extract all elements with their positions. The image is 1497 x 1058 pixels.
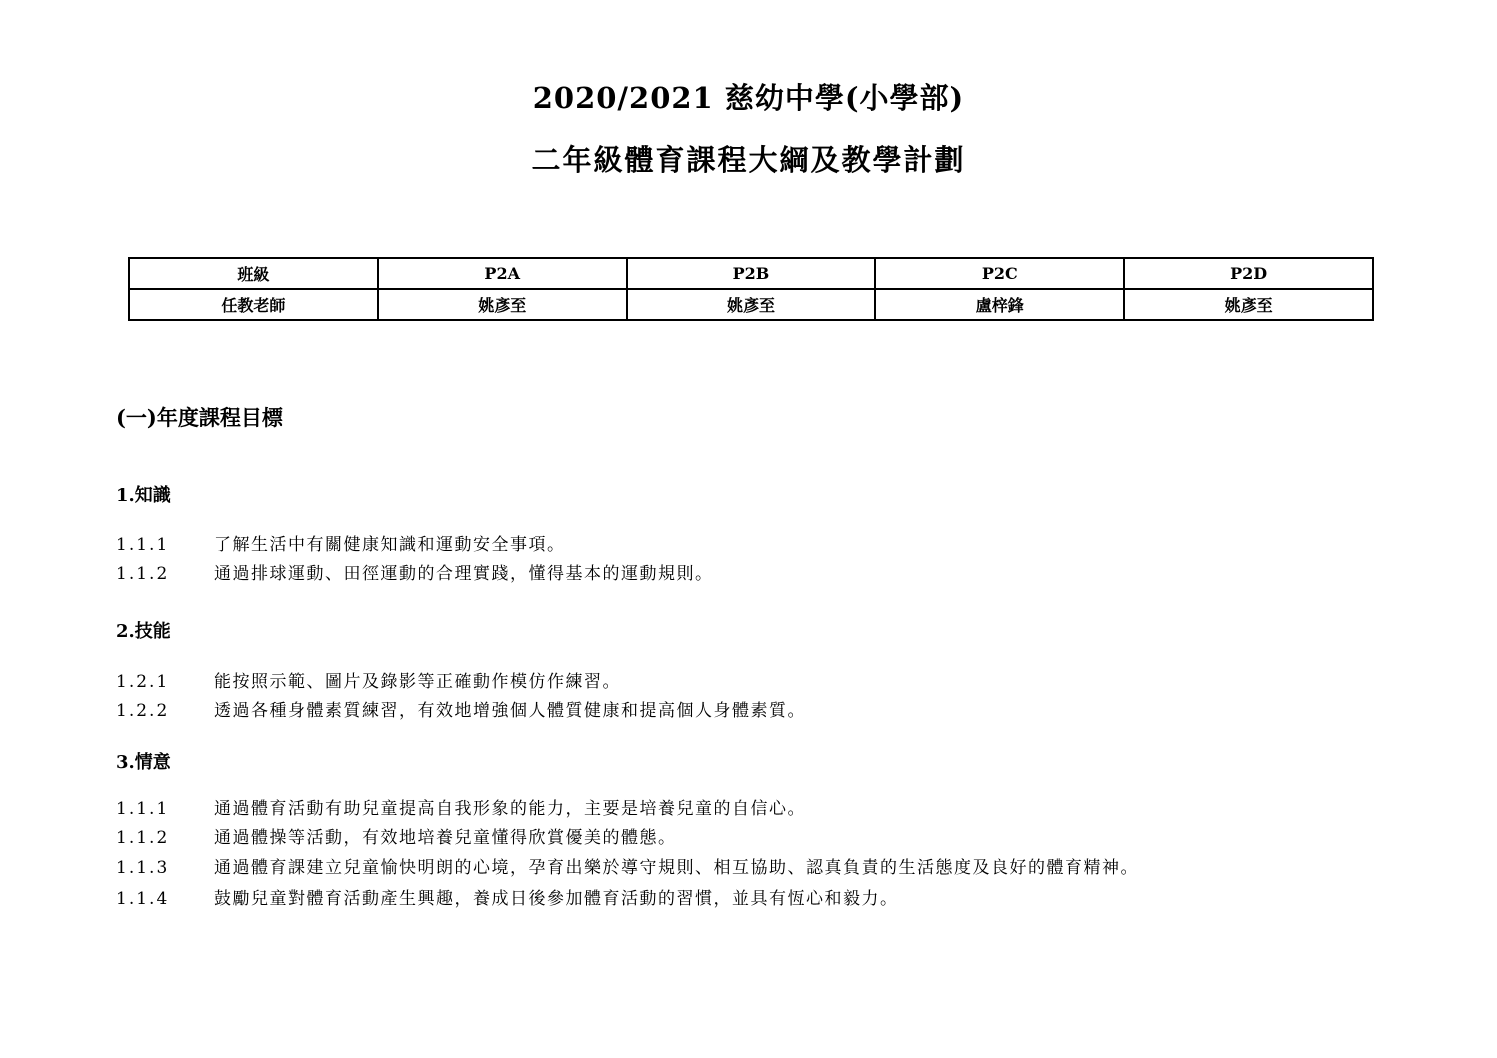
item-text: 了解生活中有關健康知識和運動安全事項。 [214,535,566,555]
teacher-cell: 盧梓鋒 [875,289,1124,320]
item-number: 1.2.1 [116,672,170,692]
list-item [116,534,566,556]
class-cell: P2D [1124,258,1373,289]
list-item [116,827,677,849]
item-text: 通過體育活動有助兒童提高自我形象的能力，主要是培養兒童的自信心。 [214,799,806,819]
teacher-cell: 姚彥至 [378,289,627,320]
teacher-cell: 姚彥至 [1124,289,1373,320]
list-item [116,888,899,910]
item-number: 1.1.2 [116,828,170,848]
item-number: 1.1.1 [116,535,170,555]
document-subtitle: 二年級體育課程大綱及教學計劃 [531,143,966,177]
section-heading-knowledge: 1.知識 [116,485,171,506]
list-item [116,857,1139,879]
row-header-class: 班級 [129,258,378,289]
item-number: 1.1.1 [116,799,170,819]
objectives-heading: (一)年度課程目標 [116,405,283,430]
teacher-cell: 姚彥至 [627,289,876,320]
table-row-teachers [129,289,1373,320]
item-text: 通過體操等活動，有效地培養兒童懂得欣賞優美的體態。 [214,828,677,848]
class-cell: P2C [875,258,1124,289]
item-text: 透過各種身體素質練習，有效地增強個人體質健康和提高個人身體素質。 [214,701,806,721]
list-item [116,798,806,820]
item-text: 通過體育課建立兒童愉快明朗的心境，孕育出樂於導守規則、相互協助、認真負責的生活態度及良好的體育精神。 [214,858,1139,878]
item-number: 1.1.4 [116,889,170,909]
document-title: 2020/2021 慈幼中學(小學部) [532,81,965,115]
item-text: 通過排球運動、田徑運動的合理實踐，懂得基本的運動規則。 [214,564,714,584]
item-number: 1.1.2 [116,564,170,584]
list-item [116,700,806,722]
class-cell: P2B [627,258,876,289]
section-heading-skills: 2.技能 [116,621,171,642]
item-text: 能按照示範、圖片及錄影等正確動作模仿作練習。 [214,672,621,692]
row-header-teacher: 任教老師 [129,289,378,320]
item-number: 1.2.2 [116,701,170,721]
item-number: 1.1.3 [116,858,170,878]
class-cell: P2A [378,258,627,289]
item-text: 鼓勵兒童對體育活動產生興趣，養成日後參加體育活動的習慣，並具有恆心和毅力。 [214,889,899,909]
list-item [116,671,621,693]
list-item [116,563,714,585]
table-row-classes [129,258,1373,289]
class-teacher-table [128,257,1374,321]
section-heading-affective: 3.情意 [116,752,171,773]
